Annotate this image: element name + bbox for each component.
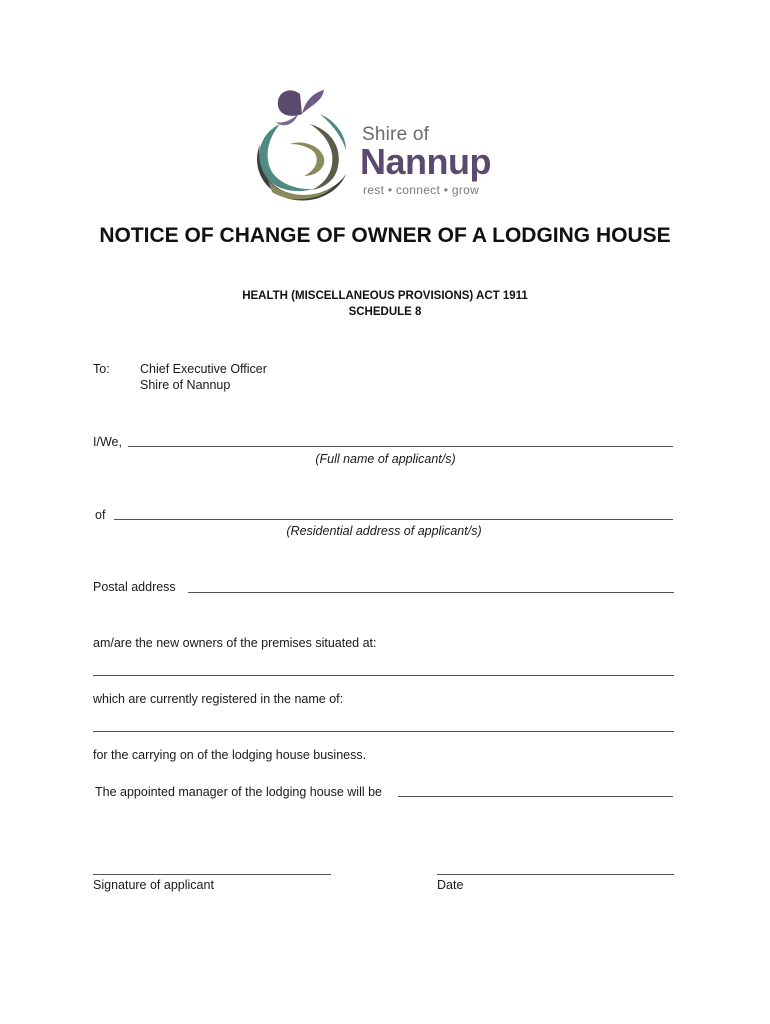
date-label: Date — [437, 878, 464, 892]
nannup-emblem-icon — [250, 84, 360, 206]
registered-name-statement: which are currently registered in the name of: — [93, 692, 344, 706]
date-field[interactable] — [437, 874, 674, 875]
residential-address-caption: (Residential address of applicant/s) — [286, 524, 482, 538]
shire-of-nannup-logo — [250, 84, 525, 206]
residential-address-field[interactable] — [114, 519, 673, 520]
business-statement: for the carrying on of the lodging house business. — [93, 748, 367, 762]
logo-tagline: rest • connect • grow — [363, 183, 480, 197]
premises-statement: am/are the new owners of the premises situated at: — [93, 636, 377, 650]
act-heading: HEALTH (MISCELLANEOUS PROVISIONS) ACT 1911 — [242, 290, 528, 302]
signature-label: Signature of applicant — [93, 878, 214, 892]
to-label: To: — [93, 362, 110, 376]
signature-field[interactable] — [93, 874, 331, 875]
postal-address-field[interactable] — [188, 592, 674, 593]
logo-nannup-text: Nannup — [360, 141, 491, 182]
recipient-title: Chief Executive Officer — [140, 362, 267, 376]
logo-shire-of-text: Shire of — [362, 124, 430, 145]
registered-name-field[interactable] — [93, 731, 674, 732]
schedule-heading: SCHEDULE 8 — [348, 306, 422, 318]
applicant-label: I/We, — [93, 435, 122, 449]
premises-address-field[interactable] — [93, 675, 674, 676]
applicant-name-caption: (Full name of applicant/s) — [315, 452, 456, 466]
manager-statement: The appointed manager of the lodging house will be — [95, 785, 383, 799]
postal-address-label: Postal address — [93, 580, 176, 594]
applicant-name-field[interactable] — [128, 446, 673, 447]
recipient-organisation: Shire of Nannup — [140, 378, 231, 392]
manager-name-field[interactable] — [398, 796, 673, 797]
document-title: NOTICE OF CHANGE OF OWNER OF A LODGING HOUSE — [99, 224, 671, 247]
address-label: of — [95, 508, 106, 522]
